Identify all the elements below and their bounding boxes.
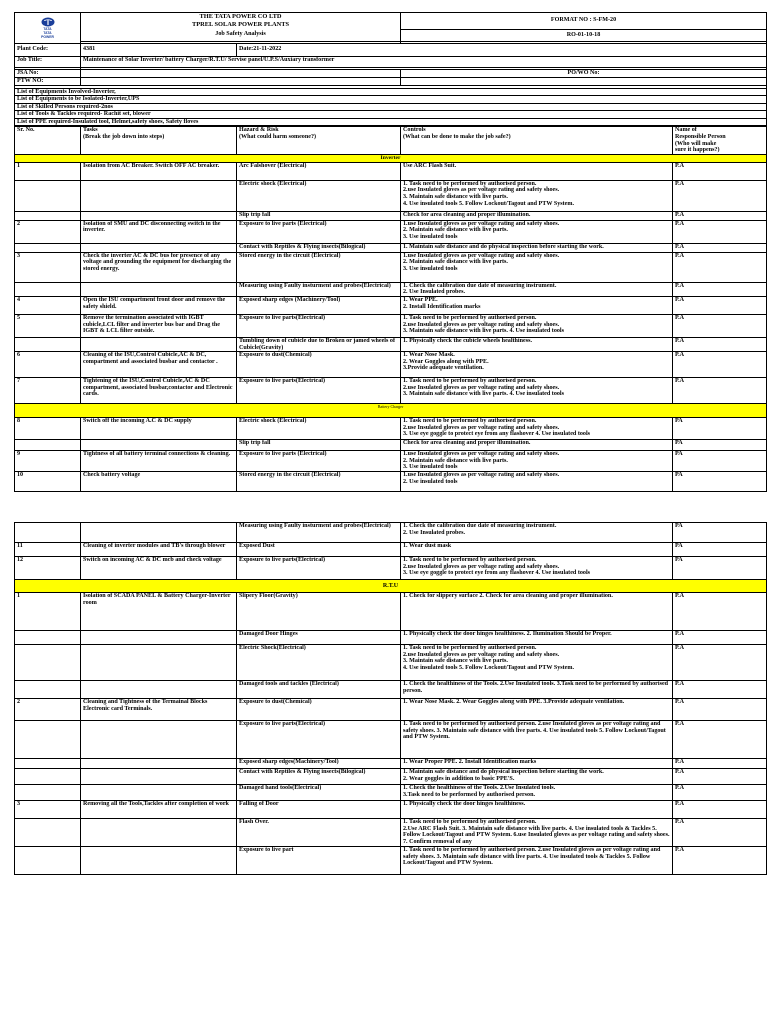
- row-sr: [15, 681, 81, 699]
- po-label: PO/WO No:: [401, 69, 767, 77]
- row-control: 1. Check the calibration due date of measuring instrument. 2. Use Insulated probes.: [401, 523, 673, 543]
- row-hazard: Exposure to dust(Chemical): [237, 352, 401, 378]
- row-sr: 11: [15, 543, 81, 557]
- row-control: 1. Maintain safe distance and do physical inspection before starting the work.: [401, 243, 673, 252]
- row-sr: 2: [15, 220, 81, 243]
- rtu-rows: [15, 593, 767, 875]
- row-task: Tightening of the ISU,Control Cubicle,AC & DC compartment, associated busbar,contactor and Electronic cards.: [81, 378, 237, 404]
- row-sr: 3: [15, 252, 81, 282]
- col-controls: Controls (What can be done to make the job safe?): [401, 127, 673, 154]
- row-person: PA: [673, 523, 767, 543]
- row-task: [81, 769, 237, 785]
- row-task: Isolation from AC Breaker. Switch OFF AC breaker.: [81, 162, 237, 180]
- row-hazard: Exposure to live parts(Electrical): [237, 378, 401, 404]
- row-sr: [15, 785, 81, 801]
- row-sr: 12: [15, 557, 81, 580]
- table-row: [15, 801, 767, 819]
- row-hazard: Damaged tools and tackles (Electrical): [237, 681, 401, 699]
- company-name: THE TATA POWER CO LTD TPREL SOLAR POWER PLANTS: [81, 13, 401, 30]
- jsa-document: [14, 12, 766, 875]
- row-task: [81, 282, 237, 296]
- row-sr: 8: [15, 418, 81, 440]
- row-sr: [15, 645, 81, 681]
- table-row: [15, 211, 767, 220]
- row-hazard: Exposure to live part: [237, 847, 401, 875]
- row-person: P.A: [673, 801, 767, 819]
- row-hazard: Exposure to live parts(Electrical): [237, 557, 401, 580]
- list-ppe: List of PPE required-Insulated tool, Helmet,safety shoes, Safety floves: [15, 118, 767, 126]
- plant-code-label: Plant Code:: [15, 43, 81, 56]
- header-table: [14, 12, 767, 126]
- row-task: Tightness of all battery terminal connections & cleaning.: [81, 451, 237, 472]
- row-person: PA: [673, 557, 767, 580]
- row-person: PA: [673, 543, 767, 557]
- row-hazard: Exposure to live parts(Electrical): [237, 315, 401, 338]
- row-sr: 4: [15, 297, 81, 315]
- row-person: P.A: [673, 180, 767, 211]
- row-control: Check for area cleaning and proper illumination.: [401, 211, 673, 220]
- table-row: [15, 162, 767, 180]
- row-control: 1. Wear PPE. 2. Install Identification marks: [401, 297, 673, 315]
- row-control: 1. Check the healthiness of the Tools. 2.Use Insulated tools. 3.Task need to be performed by authorised person.: [401, 681, 673, 699]
- row-sr: 7: [15, 378, 81, 404]
- row-hazard: Slip trip fall: [237, 440, 401, 451]
- logo-cell: [15, 13, 81, 44]
- row-control: Check for area cleaning and proper illumination.: [401, 440, 673, 451]
- row-sr: 5: [15, 315, 81, 338]
- row-sr: 10: [15, 472, 81, 492]
- row-control: 1. Wear Nose Mask. 2. Wear Goggles along with PPE. 3.Provide adequate ventilation.: [401, 699, 673, 721]
- row-sr: [15, 282, 81, 296]
- row-person: P.A: [673, 699, 767, 721]
- row-sr: [15, 338, 81, 352]
- jsa-label: JSA No:: [15, 69, 81, 77]
- row-control: 1. Wear Nose Mask. 2. Wear Goggles along with PPE. 3.Provide adequate ventilation.: [401, 352, 673, 378]
- row-hazard: Electric shock (Electrical): [237, 418, 401, 440]
- inverter-rows: [15, 162, 767, 403]
- job-title-label: Job Title:: [15, 56, 81, 67]
- row-person: P.A: [673, 211, 767, 220]
- row-person: P.A: [673, 681, 767, 699]
- table-row: [15, 543, 767, 557]
- row-control: 1. Physically check the door hinges healthiness.: [401, 801, 673, 819]
- row-sr: [15, 523, 81, 543]
- row-hazard: Slipery Floor(Gravity): [237, 593, 401, 631]
- row-person: P.A: [673, 721, 767, 759]
- tata-logo: [38, 17, 58, 39]
- row-control: 1. Task need to be performed by authorised person. 2.use Insulated gloves as per voltage rating and safety shoes. 3. Maintain safe distance with live parts. 4. Use insulated tools 5. Follow Lockout/Tagout and PTW System.: [401, 721, 673, 759]
- row-task: Removing all the Tools,Tackles after completion of work: [81, 801, 237, 819]
- row-hazard: Measuring using Faulty insturment and probes(Electrical): [237, 523, 401, 543]
- row-task: [81, 180, 237, 211]
- row-sr: [15, 440, 81, 451]
- table-row: [15, 180, 767, 211]
- row-hazard: Stored energy in the circuit (Electrical): [237, 472, 401, 492]
- doc-title: Job Safety Analysis: [81, 29, 401, 41]
- row-task: [81, 819, 237, 847]
- row-person: PA: [673, 451, 767, 472]
- row-person: P.A: [673, 352, 767, 378]
- row-task: Check battery voltage: [81, 472, 237, 492]
- row-control: 1. Task need to be performed by authorised person. 2.use Insulated gloves as per voltage rating and safety shoes. 3. Use eye goggle to protect eye from any flashover 4. Use insulated tools: [401, 557, 673, 580]
- list-equipments: List of Equipments Involved-Inverter,: [15, 88, 767, 96]
- page2-rows: [15, 523, 767, 580]
- list-tools: List of Tools & Tackles required- Rachit set, blower: [15, 111, 767, 119]
- row-person: P.A: [673, 315, 767, 338]
- row-person: P.A: [673, 645, 767, 681]
- row-control: 1. Task need to be performed by authorised person. 2.use Insulated gloves as per voltage rating and safety shoes. 3. Maintain safe distance with live parts. 4. Use insulated tools & Tackles 5. Follow Lockout/Tagout and PTW System.: [401, 847, 673, 875]
- row-control: 1.use Insulated gloves as per voltage rating and safety shoes. 2. Use insulated tools: [401, 472, 673, 492]
- table-row: [15, 297, 767, 315]
- row-sr: 6: [15, 352, 81, 378]
- row-hazard: Electric shock (Electrical): [237, 180, 401, 211]
- row-person: P.A: [673, 819, 767, 847]
- table-row: [15, 819, 767, 847]
- row-hazard: Exposure to dust(Chemical): [237, 699, 401, 721]
- row-sr: [15, 847, 81, 875]
- table-row: [15, 645, 767, 681]
- row-control: 1. Wear dust mask: [401, 543, 673, 557]
- row-task: [81, 681, 237, 699]
- tata-logo-icon: [41, 17, 55, 27]
- col-hazard: Hazard & Risk (What could harm someone?): [237, 127, 401, 154]
- row-person: P.A: [673, 252, 767, 282]
- row-person: P.A: [673, 243, 767, 252]
- row-person: P.A: [673, 593, 767, 631]
- table-row: [15, 252, 767, 282]
- table-row: [15, 378, 767, 404]
- row-task: [81, 440, 237, 451]
- row-sr: 9: [15, 451, 81, 472]
- row-hazard: Stored energy in the circuit (Electrical): [237, 252, 401, 282]
- row-task: [81, 847, 237, 875]
- row-sr: 1: [15, 162, 81, 180]
- table-row: [15, 593, 767, 631]
- table-row: [15, 418, 767, 440]
- list-isolated: List of Equipments to be Isolated-Inverter,UPS: [15, 96, 767, 104]
- row-hazard: Exposure to live parts (Electrical): [237, 220, 401, 243]
- row-control: 1.use Insulated gloves as per voltage rating and safety shoes. 2. Maintain safe distance with live parts. 3. Use insulated tools: [401, 220, 673, 243]
- row-sr: [15, 631, 81, 645]
- row-hazard: Tumbling down of cubicle due to Broken or jamed wheels of Cubicle(Gravity): [237, 338, 401, 352]
- battery-rows: [15, 418, 767, 492]
- row-hazard: Measuring using Faulty insturment and probes(Electrical): [237, 282, 401, 296]
- plant-code-value: 4381: [81, 43, 237, 56]
- row-sr: [15, 721, 81, 759]
- row-control: 1. Task need to be performed by authorised person. 2.use Insulated gloves as per voltage rating and safety shoes. 3. Maintain safe distance with live parts. 4. Use insulated tools: [401, 315, 673, 338]
- ptw-label: PTW NO:: [15, 77, 81, 85]
- col-sr: Sr. No.: [15, 127, 81, 154]
- row-task: Remove the termination associated with IGBT cubicle,LCL filter and inverter bus bar and Drag the IGBT & LCL filter outside.: [81, 315, 237, 338]
- table-row: [15, 681, 767, 699]
- row-person: P.A: [673, 297, 767, 315]
- row-person: P.A: [673, 220, 767, 243]
- row-control: 1. Task need to be performed by authorised person. 2.use Insulated gloves as per voltage rating and safety shoes. 3. Use eye goggle to protect eye from any flashover 4. Use insulated tools: [401, 418, 673, 440]
- date: Date:21-11-2022: [237, 43, 767, 56]
- row-control: 1. Task need to be performed by authorised person. 2.use Insulated gloves as per voltage rating and safety shoes. 3. Maintain safe distance with live parts. 4. Use insulated tools: [401, 378, 673, 404]
- table-row: [15, 721, 767, 759]
- col-person: Name of Responsible Person (Who will make sure it happens?): [673, 127, 767, 154]
- job-title-value: Maintenance of Solar Inverter/ battery Charger/R.T.U/ Servise panel/U.P.S/Auxiary transformer: [81, 56, 767, 67]
- row-task: Switch off the incoming A.C & DC supply: [81, 418, 237, 440]
- row-task: [81, 243, 237, 252]
- row-control: 1. Wear Proper PPE. 2. Install Identification marks: [401, 759, 673, 769]
- row-sr: 2: [15, 699, 81, 721]
- row-task: [81, 721, 237, 759]
- row-person: P.A: [673, 759, 767, 769]
- row-person: P.A: [673, 785, 767, 801]
- table-row: [15, 338, 767, 352]
- row-hazard: Falling of Door: [237, 801, 401, 819]
- row-control: 1. Check the healthiness of the Tools. 2.Use Insulated tools. 3.Task need to be performed by authorised person.: [401, 785, 673, 801]
- row-control: 1. Task need to be performed by authorised person. 2.use Insulated gloves as per voltage rating and safety shoes. 3. Maintain safe distance with live parts. 4. Use insulated tools 5. Follow Lockout/Tagout and PTW System.: [401, 180, 673, 211]
- row-hazard: Contact with Reptiles & Flying insects(Bilogical): [237, 769, 401, 785]
- row-person: PA: [673, 440, 767, 451]
- row-sr: 3: [15, 801, 81, 819]
- revision-no: RO-01-10-18: [401, 29, 767, 41]
- row-control: 1.use Insulated gloves as per voltage rating and safety shoes. 2. Maintain safe distance with live parts. 3. Use insulated tools: [401, 451, 673, 472]
- table-row: [15, 557, 767, 580]
- table-row: [15, 243, 767, 252]
- row-sr: [15, 180, 81, 211]
- row-hazard: Slip trip fall: [237, 211, 401, 220]
- row-person: P.A: [673, 631, 767, 645]
- row-task: [81, 785, 237, 801]
- row-control: 1. Physically check the cubicle wheels healthiness.: [401, 338, 673, 352]
- row-hazard: Flash Over.: [237, 819, 401, 847]
- table-row: [15, 440, 767, 451]
- row-person: PA: [673, 472, 767, 492]
- row-hazard: Exposure to live parts(Electrical): [237, 721, 401, 759]
- table-row: [15, 631, 767, 645]
- row-task: Cleaning of inverter modules and TB's through blower: [81, 543, 237, 557]
- row-control: 1. Physically check the door hinges healthiness. 2. Ilumination Should be Proper.: [401, 631, 673, 645]
- row-sr: [15, 759, 81, 769]
- row-task: Open the ISU compartment front door and remove the safety shield.: [81, 297, 237, 315]
- row-person: P.A: [673, 769, 767, 785]
- jsa-table-page2: [14, 522, 767, 875]
- row-sr: [15, 211, 81, 220]
- table-row: [15, 352, 767, 378]
- table-row: [15, 220, 767, 243]
- row-task: [81, 759, 237, 769]
- section-inverter: Inverter: [15, 154, 767, 162]
- row-task: Switch on incoming AC & DC mcb and check voltage: [81, 557, 237, 580]
- logo-text: TATA TATA POWER: [41, 26, 54, 39]
- row-control: 1. Task need to be performed by authorised person. 2.Use ARC Flash Suit. 3. Maintain safe distance with live parts. 4. Use insulated tools & Tackles 5. Follow Lockout/Tagout and PTW System. 6.use Insulated gloves as per voltage rating and safety shoes. 7. Confirm removal of any: [401, 819, 673, 847]
- row-control: Use ARC Flash Suit.: [401, 162, 673, 180]
- row-task: [81, 211, 237, 220]
- table-row: [15, 315, 767, 338]
- jsa-table-page1: [14, 126, 767, 492]
- row-hazard: Electric Shock(Electrical): [237, 645, 401, 681]
- row-sr: [15, 769, 81, 785]
- row-sr: [15, 243, 81, 252]
- row-sr: [15, 819, 81, 847]
- row-control: 1. Check for slippery surface 2. Check for area cleaning and proper illumination.: [401, 593, 673, 631]
- table-row: [15, 451, 767, 472]
- row-task: Isolation of SCADA PANEL & Battery Charger-Inverter room: [81, 593, 237, 631]
- col-tasks: Tasks (Break the job down into steps): [81, 127, 237, 154]
- row-task: [81, 338, 237, 352]
- row-task: [81, 523, 237, 543]
- page-gap: [14, 492, 766, 522]
- table-row: [15, 847, 767, 875]
- table-row: [15, 523, 767, 543]
- section-rtu: R.T.U: [15, 580, 767, 593]
- row-control: 1. Maintain safe distance and do physical inspection before starting the work. 2. Wear goggles in addition to basic PPE'S.: [401, 769, 673, 785]
- row-hazard: Exposed sharp edges(Machinery/Tool): [237, 759, 401, 769]
- row-task: [81, 645, 237, 681]
- row-hazard: Exposure to live parts (Electrical): [237, 451, 401, 472]
- row-person: PA: [673, 418, 767, 440]
- table-row: [15, 785, 767, 801]
- list-skilled: List of Skilled Persons required-2nos: [15, 103, 767, 111]
- row-hazard: Damaged Door Hinges: [237, 631, 401, 645]
- row-task: Cleaning of the ISU,Control Cubicle,AC & DC, compartment and associated busbar and contactor .: [81, 352, 237, 378]
- table-row: [15, 759, 767, 769]
- row-task: Check the inverter AC & DC bus for presence of any voltage and grounding the equipment for discharging the stored energy.: [81, 252, 237, 282]
- row-person: P.A: [673, 378, 767, 404]
- format-no: FORMAT NO : S-FM-20: [401, 13, 767, 30]
- row-person: P.A: [673, 338, 767, 352]
- row-control: 1. Check the calibration due date of measuring instrument. 2. Use Insulated probes.: [401, 282, 673, 296]
- row-sr: 1: [15, 593, 81, 631]
- table-row: [15, 769, 767, 785]
- table-row: [15, 472, 767, 492]
- row-person: P.A: [673, 162, 767, 180]
- table-row: [15, 699, 767, 721]
- row-control: 1. Task need to be performed by authorised person. 2.use Insulated gloves as per voltage rating and safety shoes. 3. Maintain safe distance with live parts. 4. Use insulated tools 5. Follow Lockout/Tagout and PTW System.: [401, 645, 673, 681]
- section-battery: Battery Charger: [15, 404, 767, 418]
- row-task: [81, 631, 237, 645]
- row-person: P.A: [673, 847, 767, 875]
- row-person: P.A: [673, 282, 767, 296]
- row-hazard: Contact with Reptiles & Flying insects(Bilogical): [237, 243, 401, 252]
- row-hazard: Exposed sharp edges (Machinery/Tool): [237, 297, 401, 315]
- row-task: Cleaning and Tightness of the Termainal Blocks Electronic card Terminals.: [81, 699, 237, 721]
- row-hazard: Damaged hand tools(Electrical): [237, 785, 401, 801]
- row-hazard: Arc Falshover (Electrical): [237, 162, 401, 180]
- row-hazard: Exposed Dust: [237, 543, 401, 557]
- table-row: [15, 282, 767, 296]
- row-task: Isolation of SMU and DC disconnecting switch in the inverter.: [81, 220, 237, 243]
- row-control: 1.use Insulated gloves as per voltage rating and safety shoes. 2. Maintain safe distance with live parts. 3. Use insulated tools: [401, 252, 673, 282]
